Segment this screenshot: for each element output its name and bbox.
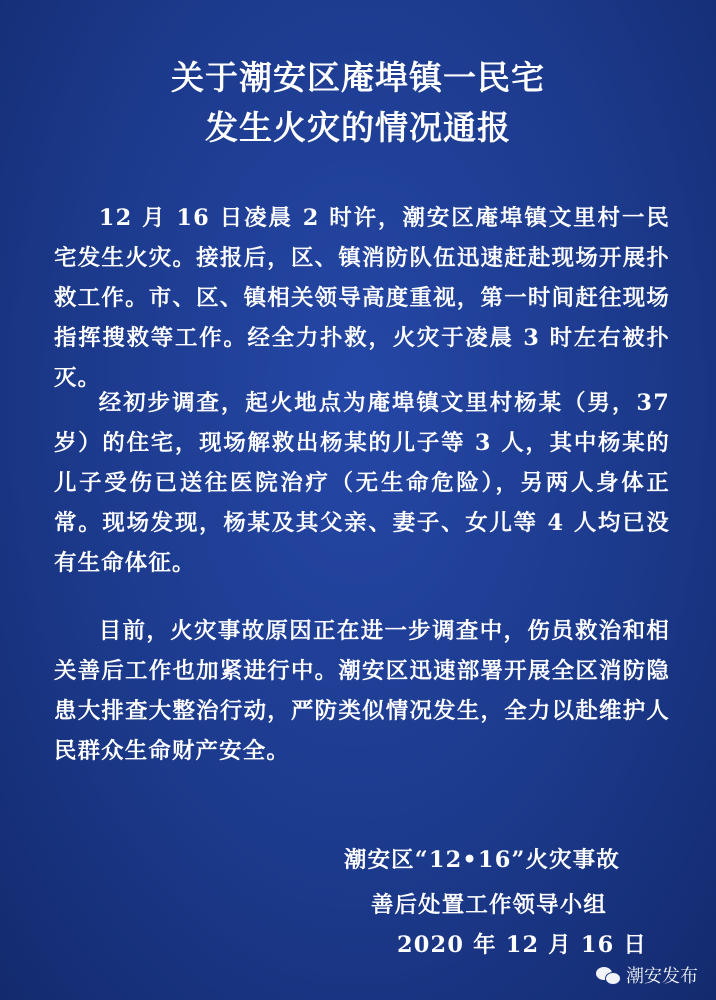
notice-title-line-1: 关于潮安区庵埠镇一民宅	[171, 58, 545, 97]
signature-org-line-1: 潮安区“12•16”火灾事故	[344, 847, 620, 873]
paragraph-text: 12 月 16 日凌晨 2 时许，潮安区庵埠镇文里村一民宅发生火灾。接报后，区、镇消防队伍迅速赶赴现场开展扑救工作。市、区、镇相关领导高度重视，第一时间赶往现场指挥搜救等工作。经全力扑救，火灾于凌晨 3 时左右被扑灭。	[54, 205, 670, 391]
notice-paragraph-3	[54, 611, 670, 771]
signature-date: 2020 年 12 月 16 日	[397, 932, 647, 958]
notice-paragraph-2	[54, 383, 670, 583]
wechat-icon	[596, 965, 620, 985]
watermark-text: 潮安发布	[626, 966, 698, 987]
paragraph-text: 目前，火灾事故原因正在进一步调查中，伤员救治和相关善后工作也加紧进行中。潮安区迅速部署开展全区消防隐患大排查大整治行动，严防类似情况发生，全力以赴维护人民群众生命财产安全。	[54, 618, 670, 764]
signature-org-line-2: 善后处置工作领导小组	[371, 892, 607, 918]
notice-title-line-2: 发生火灾的情况通报	[205, 108, 511, 147]
notice-paragraph-1	[54, 198, 670, 398]
source-watermark	[596, 962, 698, 988]
paragraph-text: 经初步调查，起火地点为庵埠镇文里村杨某（男，37 岁）的住宅，现场解救出杨某的儿子等 3 人，其中杨某的儿子受伤已送往医院治疗（无生命危险），另两人身体正常。现场发现，杨某及其父亲、妻子、女儿等 4 人均已没有生命体征。	[54, 390, 670, 576]
